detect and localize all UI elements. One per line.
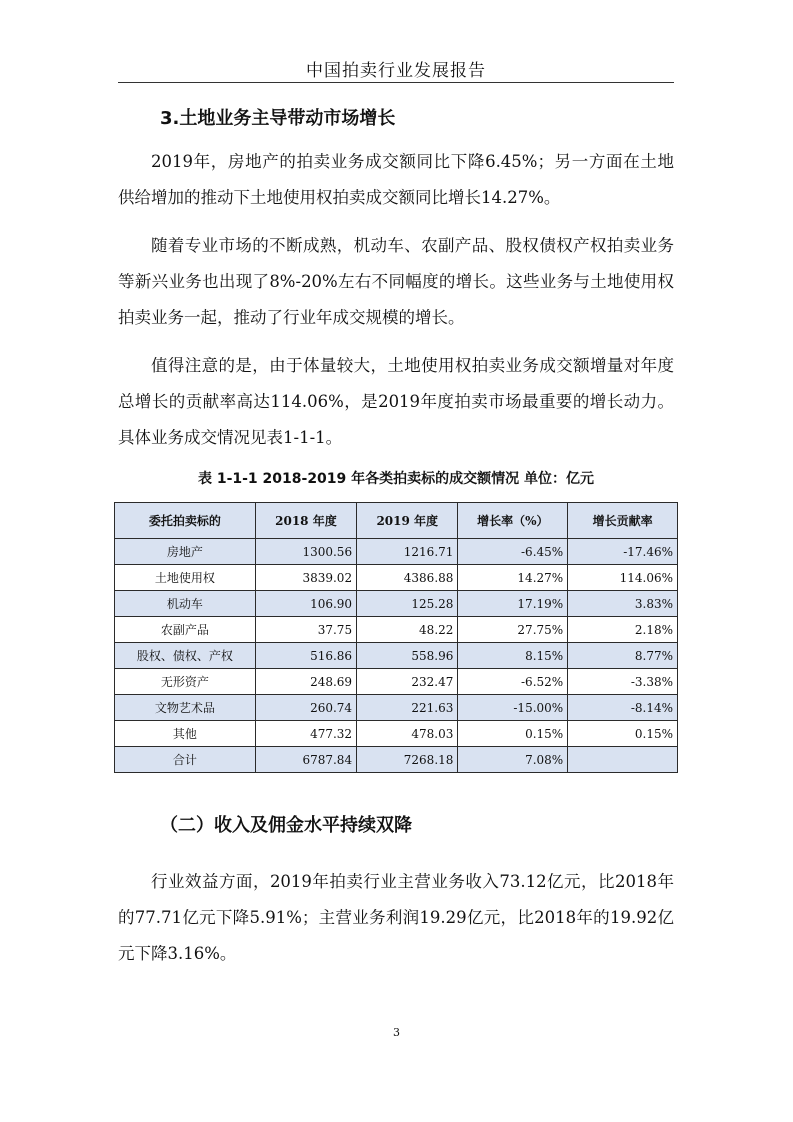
paragraph-contribution-rate: 值得注意的是，由于体量较大，土地使用权拍卖业务成交额增量对年度总增长的贡献率高达114.06%，是2019年度拍卖市场最重要的增长动力。具体业务成交情况见表1-1-1。	[118, 356, 674, 447]
auction-turnover-table	[114, 502, 678, 773]
value-2018-cell: 248.69	[255, 669, 356, 695]
growth-rate-cell: 27.75%	[458, 617, 568, 643]
value-2019-cell: 48.22	[357, 617, 458, 643]
category-cell: 股权、债权、产权	[115, 643, 256, 669]
value-2018-cell: 3839.02	[255, 565, 356, 591]
column-header: 增长率（%）	[458, 503, 568, 539]
running-header: 中国拍卖行业发展报告	[118, 56, 674, 83]
value-2019-cell: 558.96	[357, 643, 458, 669]
category-cell: 农副产品	[115, 617, 256, 643]
value-2018-cell: 106.90	[255, 591, 356, 617]
value-2019-cell: 232.47	[357, 669, 458, 695]
value-2019-cell: 478.03	[357, 721, 458, 747]
paragraph-emerging-business: 随着专业市场的不断成熟，机动车、农副产品、股权债权产权拍卖业务等新兴业务也出现了8%-20%左右不同幅度的增长。这些业务与土地使用权拍卖业务一起，推动了行业年成交规模的增长。	[118, 236, 674, 327]
table-row	[115, 643, 678, 669]
contribution-rate-cell	[568, 747, 678, 773]
paragraph-land-growth: 2019年，房地产的拍卖业务成交额同比下降6.45%；另一方面在土地供给增加的推动下土地使用权拍卖成交额同比增长14.27%。	[118, 152, 674, 207]
category-cell: 土地使用权	[115, 565, 256, 591]
contribution-rate-cell: -8.14%	[568, 695, 678, 721]
contribution-rate-cell: 8.77%	[568, 643, 678, 669]
contribution-rate-cell: -17.46%	[568, 539, 678, 565]
subsection-heading: （二）收入及佣金水平持续双降	[160, 815, 412, 836]
category-cell: 机动车	[115, 591, 256, 617]
table-row	[115, 591, 678, 617]
column-header: 2019 年度	[357, 503, 458, 539]
value-2018-cell: 1300.56	[255, 539, 356, 565]
growth-rate-cell: 0.15%	[458, 721, 568, 747]
category-cell: 无形资产	[115, 669, 256, 695]
value-2019-cell: 7268.18	[357, 747, 458, 773]
value-2018-cell: 477.32	[255, 721, 356, 747]
value-2018-cell: 516.86	[255, 643, 356, 669]
paragraph-revenue: 行业效益方面，2019年拍卖行业主营业务收入73.12亿元，比2018年的77.71亿元下降5.91%；主营业务利润19.29亿元，比2018年的19.92亿元下降3.16%。	[118, 872, 674, 963]
column-header: 委托拍卖标的	[115, 503, 256, 539]
contribution-rate-cell: 114.06%	[568, 565, 678, 591]
category-cell: 其他	[115, 721, 256, 747]
table-header-row	[115, 503, 678, 539]
table-row	[115, 565, 678, 591]
column-header: 2018 年度	[255, 503, 356, 539]
value-2018-cell: 260.74	[255, 695, 356, 721]
value-2019-cell: 221.63	[357, 695, 458, 721]
growth-rate-cell: 17.19%	[458, 591, 568, 617]
contribution-rate-cell: 0.15%	[568, 721, 678, 747]
section-heading: 3.土地业务主导带动市场增长	[160, 108, 396, 129]
value-2019-cell: 1216.71	[357, 539, 458, 565]
growth-rate-cell: 14.27%	[458, 565, 568, 591]
page-number: 3	[393, 1026, 400, 1039]
category-cell: 合计	[115, 747, 256, 773]
value-2019-cell: 125.28	[357, 591, 458, 617]
category-cell: 房地产	[115, 539, 256, 565]
table-row	[115, 669, 678, 695]
table-row	[115, 695, 678, 721]
table-row	[115, 617, 678, 643]
contribution-rate-cell: -3.38%	[568, 669, 678, 695]
growth-rate-cell: 8.15%	[458, 643, 568, 669]
table-row	[115, 721, 678, 747]
contribution-rate-cell: 3.83%	[568, 591, 678, 617]
contribution-rate-cell: 2.18%	[568, 617, 678, 643]
column-header: 增长贡献率	[568, 503, 678, 539]
growth-rate-cell: 7.08%	[458, 747, 568, 773]
growth-rate-cell: -15.00%	[458, 695, 568, 721]
category-cell: 文物艺术品	[115, 695, 256, 721]
value-2018-cell: 37.75	[255, 617, 356, 643]
growth-rate-cell: -6.45%	[458, 539, 568, 565]
growth-rate-cell: -6.52%	[458, 669, 568, 695]
value-2018-cell: 6787.84	[255, 747, 356, 773]
table-caption: 表 1-1-1 2018-2019 年各类拍卖标的成交额情况 单位：亿元	[197, 471, 595, 487]
value-2019-cell: 4386.88	[357, 565, 458, 591]
table-total-row	[115, 747, 678, 773]
table-row	[115, 539, 678, 565]
